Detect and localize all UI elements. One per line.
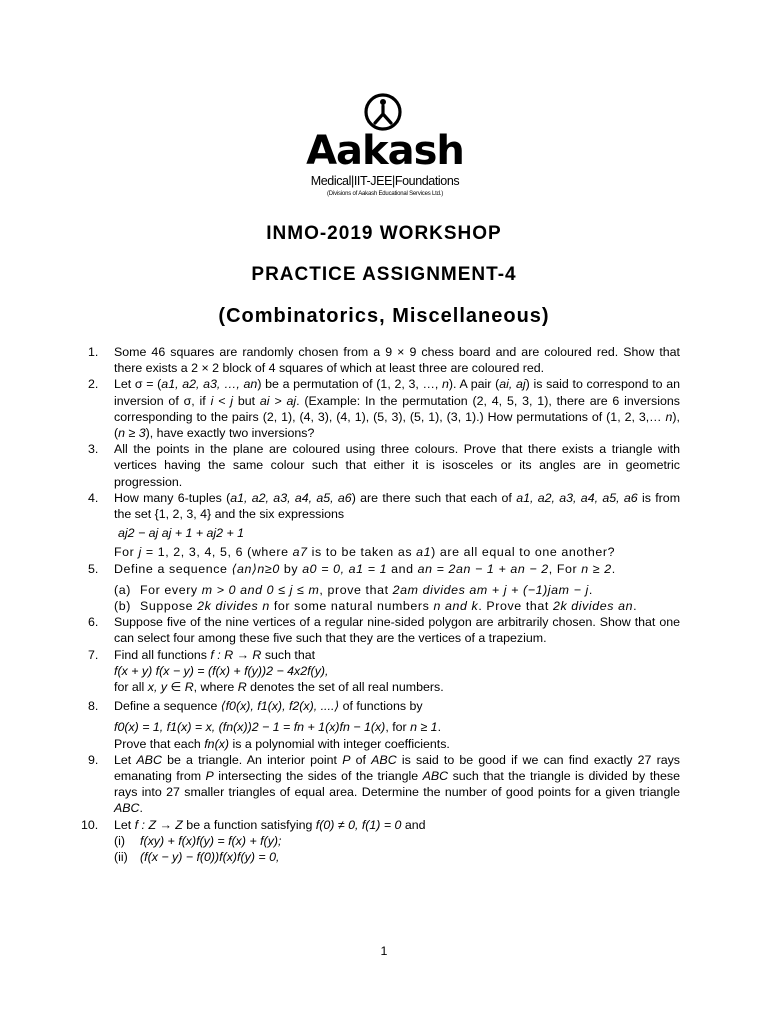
math-run: an = 2an − 1 + an − 2 (417, 561, 549, 576)
text-run: ) are there such that each of (351, 490, 517, 505)
math-run: a1, a2, a3, …, an (161, 377, 258, 392)
math-run: n ≥ 2 (581, 561, 612, 576)
text-run: such that the triangle is divided by these rays into 27 smaller triangles of equal area. Determine the number of good points for a given triangle (114, 769, 681, 800)
problem-text (114, 647, 680, 663)
math-run: n (442, 377, 449, 392)
math-run: f(0) ≠ 0, f(1) = 0 (315, 817, 402, 832)
problem-number: 6. (88, 615, 99, 630)
text-run: is from the set {1, 2, 3, 4} and the six expressions (114, 490, 681, 522)
problem-number: 5. (88, 561, 99, 576)
problem-text (114, 698, 680, 714)
text-run: For (114, 545, 139, 560)
text-run: such that (261, 647, 316, 662)
math-run: f : Z → Z (134, 817, 183, 832)
text-run: but (232, 393, 260, 408)
math-run: ABC (422, 769, 449, 784)
text-run: ). A pair ( (448, 377, 500, 392)
text-run: by (279, 561, 303, 576)
page-number: 1 (380, 944, 388, 958)
text-run: ), ( (114, 409, 680, 441)
problem-7 (88, 647, 680, 696)
problem-8 (88, 698, 680, 752)
text-run: , prove that (319, 582, 393, 597)
problem-6 (88, 614, 680, 646)
logo-subline: (Divisions of Aakash Educational Services Ltd.) (327, 191, 443, 197)
sub-parts (114, 833, 680, 865)
text-run: Let σ = ( (114, 377, 162, 392)
aakash-emblem-icon (363, 92, 403, 132)
problem-number: 10. (81, 817, 99, 832)
problem-number: 2. (88, 377, 99, 392)
math-run: R (237, 680, 247, 695)
text-run: . (611, 561, 616, 576)
text-run: Define a sequence (114, 699, 221, 714)
sub-part-label: (i) (114, 833, 126, 848)
text-run: , For (548, 561, 582, 576)
math-run: P (342, 752, 351, 767)
math-run: f0(x) = 1, f1(x) = x, (fn(x))2 − 1 = fn + 1(x)fn − 1(x) (114, 720, 386, 735)
text-run: Let (114, 817, 135, 832)
math-run: f(xy) + f(x)f(y) = f(x) + f(y); (140, 833, 282, 848)
problem-number: 7. (88, 647, 99, 662)
math-run: ABC (371, 752, 397, 767)
math-run: a1 (416, 545, 432, 560)
text-run: is a polynomial with integer coefficients. (229, 736, 450, 751)
problem-number: 9. (88, 752, 99, 767)
text-run: . (139, 801, 143, 816)
math-run: ai, aj (499, 377, 526, 392)
text-run: is said to be good if we can find exactly 27 rays emanating from (114, 752, 680, 784)
problem-text (114, 376, 680, 441)
text-run: intersecting the sides of the triangle (213, 769, 423, 784)
text-run: . (437, 720, 442, 735)
math-run: m > 0 and 0 ≤ j ≤ m (201, 582, 320, 597)
text-run: Prove that each (114, 736, 205, 751)
text-run: ) are all equal to one another? (431, 545, 616, 560)
logo-tagline: Medical|IIT-JEE|Foundations (310, 174, 460, 188)
math-run: 2am divides am + j + (−1)jam − j (392, 582, 589, 597)
text-run: of (350, 752, 372, 767)
problem-list (81, 344, 681, 865)
math-run: j (138, 545, 142, 560)
problem-text: All the points in the plane are coloured using three colours. Prove that there exists a triangle with vertices having the same colour such that either it is isosceles or its angles are in geometric progression. (114, 442, 680, 489)
problem-9 (88, 752, 680, 817)
text-run: How many 6-tuples ( (114, 490, 231, 505)
text-run: Let (114, 752, 137, 767)
text-run: . Prove that (478, 599, 553, 614)
topics-title: (Combinatorics, Miscellaneous) (218, 305, 550, 327)
text-run: denotes the set of all real numbers. (246, 680, 444, 695)
text-run: for some natural numbers (269, 599, 434, 614)
math-run: 2k divides n (197, 599, 270, 614)
problem-text (114, 817, 680, 833)
text-run: Find all functions (114, 647, 211, 662)
text-run: Define a sequence (114, 561, 232, 576)
problem-number: 8. (88, 699, 99, 714)
problem-1 (88, 344, 680, 376)
problem-4 (88, 490, 680, 561)
problem-text (114, 490, 680, 522)
text-run: ), have exactly two inversions? (145, 426, 315, 441)
math-run: a7 (292, 545, 308, 560)
text-run: , where (193, 680, 238, 695)
text-run: . (633, 599, 638, 614)
text-run: ) is said to correspond to an inversion of σ, if (114, 377, 681, 408)
math-run: x, y ∈ R (147, 680, 194, 695)
math-run: 2k divides an (552, 599, 634, 614)
problem-5 (88, 561, 680, 615)
functional-equation: f(x + y) f(x − y) = (f(x) + f(y))2 − 4x2f(y), (114, 663, 329, 678)
text-run: and (387, 561, 418, 576)
problem-text: Suppose five of the nine vertices of a regular nine-sided polygon are arbitrarily chosen. Show that one can select four among these five such that they are the vertices of a trapezium. (114, 615, 680, 646)
condition-ii (114, 849, 680, 865)
text-run: of functions by (339, 699, 423, 714)
math-run: ABC (136, 752, 162, 767)
math-run: n ≥ 1 (410, 720, 438, 735)
math-run: ABC (114, 801, 140, 816)
math-run: ⟨f0(x), f1(x), f2(x), ....⟩ (220, 699, 340, 714)
text-run: ) be a permutation of (1, 2, 3, …, (257, 377, 443, 392)
math-run: a1, a2, a3, a4, a5, a6 (516, 490, 638, 505)
math-run: ai > aj (259, 393, 297, 408)
problem-text (114, 561, 680, 577)
math-run: a0 = 0, a1 = 1 (302, 561, 388, 576)
sub-part-label: (a) (114, 582, 131, 597)
text-run: is to be taken as (307, 545, 417, 560)
text-run: For every (140, 582, 202, 597)
problem-number: 4. (88, 490, 99, 505)
text-run: . (588, 582, 593, 597)
text-run: for all (114, 680, 148, 695)
problem-text-continued (114, 544, 680, 560)
condition-i (114, 833, 680, 849)
math-run: i < j (210, 393, 233, 408)
math-run: n ≥ 3 (118, 426, 146, 441)
math-run: n and k (433, 599, 479, 614)
problem-2 (88, 376, 680, 441)
aakash-logo (300, 92, 470, 204)
sub-part-a (114, 582, 680, 598)
text-run: and (401, 817, 426, 832)
text-run: = 1, 2, 3, 4, 5, 6 (where (141, 545, 293, 560)
problem-number: 1. (88, 345, 99, 359)
problem-text-continued (114, 719, 680, 735)
problem-number: 3. (88, 442, 99, 457)
logo-brand: Aakash (306, 128, 464, 174)
sub-part-b (114, 598, 680, 614)
problem-text-continued (114, 736, 680, 752)
expression-formula: aj2 − aj aj + 1 + aj2 + 1 (118, 526, 245, 541)
math-run: fn(x) (204, 736, 230, 751)
workshop-title: INMO-2019 WORKSHOP (266, 223, 502, 244)
problem-10 (81, 817, 680, 866)
text-run: be a triangle. An interior point (161, 752, 343, 767)
math-run: a1, a2, a3, a4, a5, a6 (230, 490, 352, 505)
text-run: . (Example: In the permutation (2, 4, 5, 3, 1), there are 6 inversions corresponding to the pairs (2, 1), (4, 3), (4, 1), (5, 3), (5, 1), (3, 1).) How permutations of (1, 2, 3,… (114, 393, 680, 424)
math-run: (f(x − y) − f(0))f(x)f(y) = 0, (140, 850, 280, 865)
text-run: be a function satisfying (182, 817, 316, 832)
problem-text: Some 46 squares are randomly chosen from a 9 × 9 chess board and are coloured red. Show that there exists a 2 × 2 block of 4 squares of which at least three are coloured red. (114, 345, 680, 376)
text-run: Suppose (140, 599, 198, 614)
math-run: ⟨an⟩n≥0 (231, 561, 280, 576)
problem-text (114, 752, 680, 817)
math-run: n (665, 409, 673, 424)
text-run: , for (385, 720, 411, 735)
sub-part-label: (b) (114, 599, 131, 614)
math-run: P (205, 769, 214, 784)
sub-part-label: (ii) (114, 850, 128, 865)
problem-3 (88, 441, 680, 490)
math-run: f : R → R (210, 647, 262, 662)
problem-text-continued (114, 679, 680, 695)
assignment-title: PRACTICE ASSIGNMENT-4 (251, 264, 517, 285)
sub-parts (114, 582, 680, 614)
